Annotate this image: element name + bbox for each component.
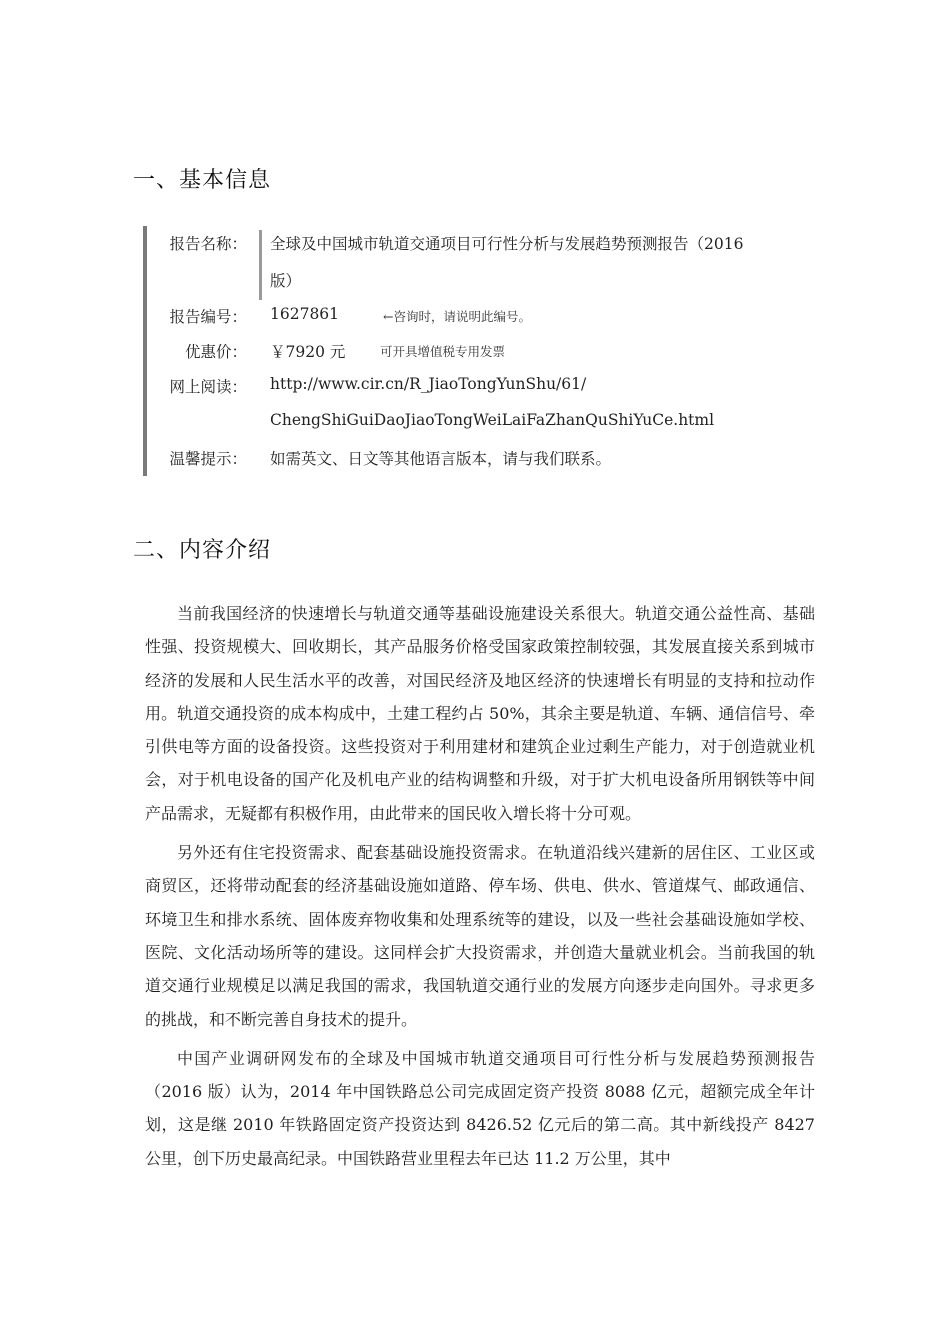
report-name-line2: 版）	[270, 272, 302, 290]
intro-paragraph: 中国产业调研网发布的全球及中国城市轨道交通项目可行性分析与发展趋势预测报告（2016 版）认为，2014 年中国铁路总公司完成固定资产投资 8088 亿元，超额完成全年计划，这是继 2010 年铁路固定资产投资达到 8426.52 亿元后的第二高。其中新线投产 8427 公里，创下历史最高纪录。中国铁路营业里程去年已达 11.2 万公里，其中	[145, 1048, 815, 1168]
intro-paragraph: 另外还有住宅投资需求、配套基础设施投资需求。在轨道沿线兴建新的居住区、工业区或商贸区，还将带动配套的经济基础设施如道路、停车场、供电、供水、管道煤气、邮政通信、环境卫生和排水系统、固体废弃物收集和处理系统等的建设，以及一些社会基础设施如学校、医院、文化活动场所等的建设。这同样会扩大投资需求，并创造大量就业机会。当前我国的轨道交通行业规模足以满足我国的需求，我国轨道交通行业的发展方向逐步走向国外。寻求更多的挑战，和不断完善自身技术的提升。	[145, 843, 815, 1029]
online-read-label: 网上阅读：	[169, 378, 247, 396]
section-title-basic-info: 一、基本信息	[133, 168, 272, 193]
info-block-left-bar	[143, 226, 147, 476]
section-title-content-intro: 二、内容介绍	[133, 538, 272, 563]
tip-value: 如需英文、日文等其他语言版本，请与我们联系。	[270, 450, 612, 468]
intro-paragraph: 当前我国经济的快速增长与轨道交通等基础设施建设关系很大。轨道交通公益性高、基础性强、投资规模大、回收期长，其产品服务价格受国家政策控制较强，其发展直接关系到城市经济的发展和人民生活水平的改善，对国民经济及地区经济的快速增长有明显的支持和拉动作用。轨道交通投资的成本构成中，土建工程约占 50%，其余主要是轨道、车辆、通信信号、牵引供电等方面的设备投资。这些投资对于利用建材和建筑企业过剩生产能力，对于创造就业机会，对于机电设备的国产化及机电产业的结构调整和升级，对于扩大机电设备所用钢铁等中间产品需求，无疑都有积极作用，由此带来的国民收入增长将十分可观。	[145, 604, 815, 823]
online-read-link-line1[interactable]: http://www.cir.cn/R_JiaoTongYunShu/61/	[270, 375, 587, 393]
basic-info-block	[143, 226, 833, 476]
report-no-note: ←咨询时，请说明此编号。	[383, 309, 531, 324]
report-no-label: 报告编号：	[169, 308, 247, 326]
report-name-line1: 全球及中国城市轨道交通项目可行性分析与发展趋势预测报告（2016	[270, 235, 744, 253]
price-value: ￥7920 元	[270, 343, 346, 361]
report-name-divider-bar	[259, 230, 262, 300]
price-note: 可开具增值税专用发票	[380, 344, 506, 359]
tip-label: 温馨提示：	[169, 450, 247, 468]
content-intro-body	[145, 597, 815, 1181]
report-name-label: 报告名称：	[169, 235, 247, 253]
report-no-value: 1627861	[270, 305, 340, 323]
online-read-link-line2[interactable]: ChengShiGuiDaoJiaoTongWeiLaiFaZhanQuShiYuCe.html	[270, 411, 715, 429]
price-label: 优惠价：	[184, 343, 247, 361]
